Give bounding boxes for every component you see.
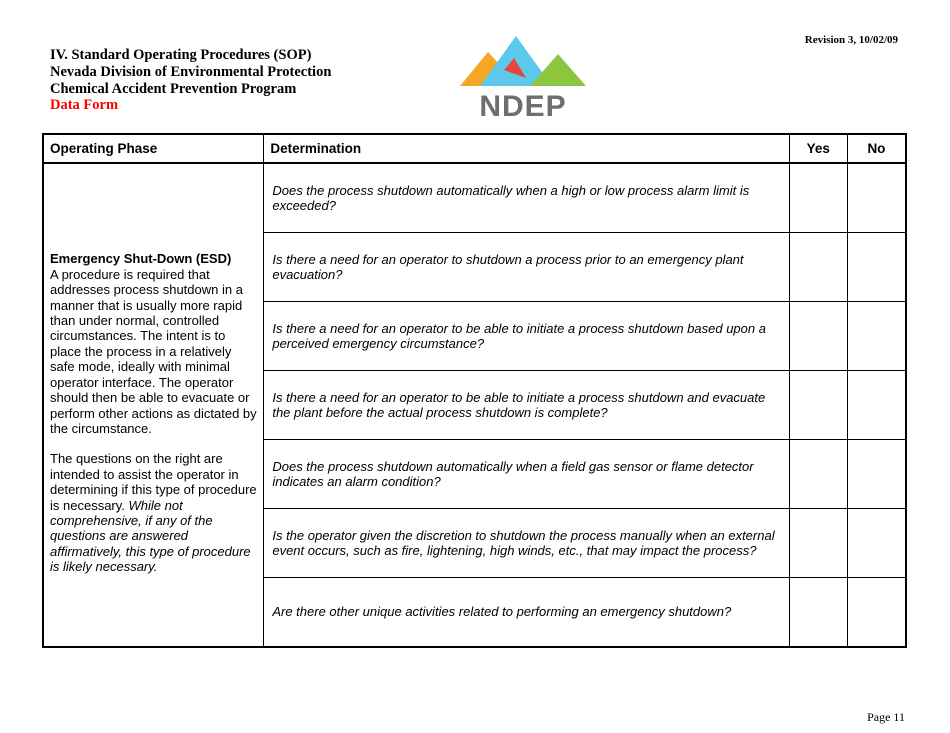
header-program: Chemical Accident Prevention Program — [50, 80, 297, 97]
phase-note: The questions on the right are intended to assist the operator in determining if this type of procedure is necessary. — [50, 451, 257, 513]
header-sop-title: IV. Standard Operating Procedures (SOP) — [50, 47, 312, 63]
ndep-logo — [458, 34, 588, 120]
determination-question: Is the operator given the discretion to shutdown the process manually when an external event occurs, such as fire, lightening, high winds, etc., that may impact the process? — [264, 509, 789, 578]
yes-checkbox-cell[interactable] — [789, 163, 847, 233]
determination-question: Does the process shutdown automatically when a field gas sensor or flame detector indicates an alarm condition? — [264, 440, 789, 509]
yes-checkbox-cell[interactable] — [789, 440, 847, 509]
header-data-form: Data Form — [50, 97, 119, 114]
header-yes: Yes — [789, 134, 847, 163]
no-checkbox-cell[interactable] — [847, 163, 906, 233]
determination-question: Is there a need for an operator to be able to initiate a process shutdown and evacuate the plant before the actual process shutdown is complete? — [264, 371, 789, 440]
yes-checkbox-cell[interactable] — [789, 302, 847, 371]
page-number: Page 11 — [867, 710, 905, 724]
phase-title: Emergency Shut-Down (ESD) — [50, 251, 232, 267]
no-checkbox-cell[interactable] — [847, 233, 906, 302]
no-checkbox-cell[interactable] — [847, 302, 906, 371]
yes-checkbox-cell[interactable] — [789, 578, 847, 648]
table-row — [43, 163, 906, 233]
determination-question: Is there a need for an operator to be able to initiate a process shutdown based upon a perceived emergency circumstance? — [264, 302, 789, 371]
no-checkbox-cell[interactable] — [847, 509, 906, 578]
document-header — [50, 47, 331, 114]
determination-question: Are there other unique activities related to performing an emergency shutdown? — [264, 578, 789, 648]
yes-checkbox-cell[interactable] — [789, 509, 847, 578]
yes-checkbox-cell[interactable] — [789, 233, 847, 302]
operating-phase-cell — [43, 163, 264, 647]
sop-data-table — [42, 133, 907, 648]
phase-note-italic: While not comprehensive, if any of the questions are answered affirmatively, this type of procedure is likely necessary. — [50, 497, 251, 575]
phase-description: A procedure is required that addresses process shutdown in a manner that is usually more rapid than under normal, controlled circumstances. The intent is to place the process in a relatively safe mode, ideally with minimal operator interface. The operator should then be able to evacuate or perform other actions as dictated by the circumstance. — [50, 266, 257, 436]
no-checkbox-cell[interactable] — [847, 578, 906, 648]
revision-label: Revision 3, 10/02/09 — [804, 34, 898, 46]
logo-text: NDEP — [479, 90, 567, 120]
header-operating-phase: Operating Phase — [43, 134, 264, 163]
header-agency: Nevada Division of Environmental Protection — [50, 63, 332, 80]
header-determination: Determination — [264, 134, 789, 163]
determination-question: Is there a need for an operator to shutdown a process prior to an emergency plant evacuation? — [264, 233, 789, 302]
yes-checkbox-cell[interactable] — [789, 371, 847, 440]
table-header-row — [43, 134, 906, 163]
determination-question: Does the process shutdown automatically when a high or low process alarm limit is exceeded? — [264, 163, 789, 233]
no-checkbox-cell[interactable] — [847, 371, 906, 440]
header-no: No — [847, 134, 906, 163]
no-checkbox-cell[interactable] — [847, 440, 906, 509]
